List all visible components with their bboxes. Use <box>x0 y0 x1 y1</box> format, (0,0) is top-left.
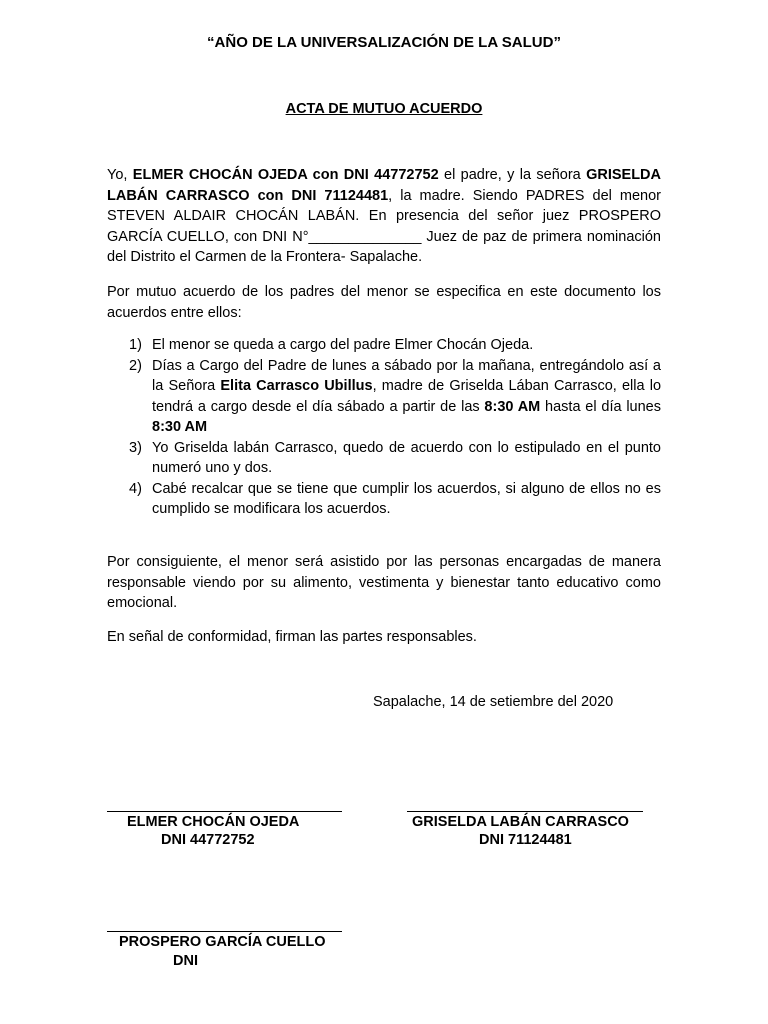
place-date: Sapalache, 14 de setiembre del 2020 <box>373 694 614 710</box>
father-signature-dni: DNI 44772752 <box>161 832 255 848</box>
mother-signature-line <box>407 811 643 812</box>
intro-text-3: , la madre. Siendo PADRES del menor STEVEN ALDAIR CHOCÁN LABÁN. En presencia del señor juez PROSPERO GARCÍA CUELLO, con DNI N°______________ Juez de paz de primera nominación del Distrito el Carmen de la Frontera- Sapalache. <box>107 187 661 265</box>
start-time: 8:30 AM <box>484 398 541 415</box>
father-identification: ELMER CHOCÁN OJEDA con DNI 44772752 <box>132 167 439 183</box>
list-item-text-part: hasta el día lunes <box>540 398 661 415</box>
list-item <box>107 479 661 520</box>
mother-identification: GRISELDA LABÁN CARRASCO con DNI 71124481 <box>107 167 661 204</box>
conformity-paragraph: En señal de conformidad, firman las partes responsables. <box>107 629 477 645</box>
intro-text-2: el padre, y la señora <box>438 167 587 183</box>
father-signature-line <box>107 811 342 812</box>
list-item-number: 4) <box>129 480 142 497</box>
end-time: 8:30 AM <box>152 419 208 435</box>
year-title: “AÑO DE LA UNIVERSALIZACIÓN DE LA SALUD” <box>207 34 561 51</box>
intro-paragraph <box>107 165 661 268</box>
judge-signature-line <box>107 931 342 932</box>
list-item-text: Yo Griselda labán Carrasco, quedo de acuerdo con lo estipulado en el punto numeró uno y dos. <box>152 439 661 476</box>
list-item <box>107 356 661 438</box>
father-signature-name: ELMER CHOCÁN OJEDA <box>127 814 300 830</box>
list-item-number: 3) <box>129 439 142 456</box>
caregiver-name: Elita Carrasco Ubillus <box>220 378 373 394</box>
list-item-number: 1) <box>129 337 142 353</box>
list-item <box>107 335 661 356</box>
mother-signature-dni: DNI 71124481 <box>479 832 572 848</box>
conclusion-paragraph: Por consiguiente, el menor será asistido por las personas encargadas de manera responsable viendo por su alimento, vestimenta y bienestar tanto educativo como emocional. <box>107 554 661 611</box>
agreement-list <box>107 335 661 520</box>
list-item-text-part: , madre de Griselda Lában Carrasco, ella lo tendrá a cargo desde el día sábado a partir de las <box>152 378 662 415</box>
list-item-text: El menor se queda a cargo del padre Elmer Chocán Ojeda. <box>152 337 534 353</box>
judge-signature-name: PROSPERO GARCÍA CUELLO <box>119 934 326 950</box>
list-item-text: Cabé recalcar que se tiene que cumplir los acuerdos, si alguno de ellos no es cumplido se modificara los acuerdos. <box>152 480 661 517</box>
document-title: ACTA DE MUTUO ACUERDO <box>285 101 483 117</box>
agreement-intro-paragraph: Por mutuo acuerdo de los padres del menor se especifica en este documento los acuerdos entre ellos: <box>107 284 661 321</box>
list-item-text-part: Días a Cargo del Padre de lunes a sábado por la mañana, entregándolo así a la Señora <box>152 357 661 394</box>
list-item-number: 2) <box>129 357 142 374</box>
list-item <box>107 438 661 479</box>
judge-signature-dni: DNI <box>173 953 198 969</box>
intro-text-1: Yo, <box>107 167 133 183</box>
mother-signature-name: GRISELDA LABÁN CARRASCO <box>412 814 629 830</box>
list-item-text <box>152 358 661 436</box>
